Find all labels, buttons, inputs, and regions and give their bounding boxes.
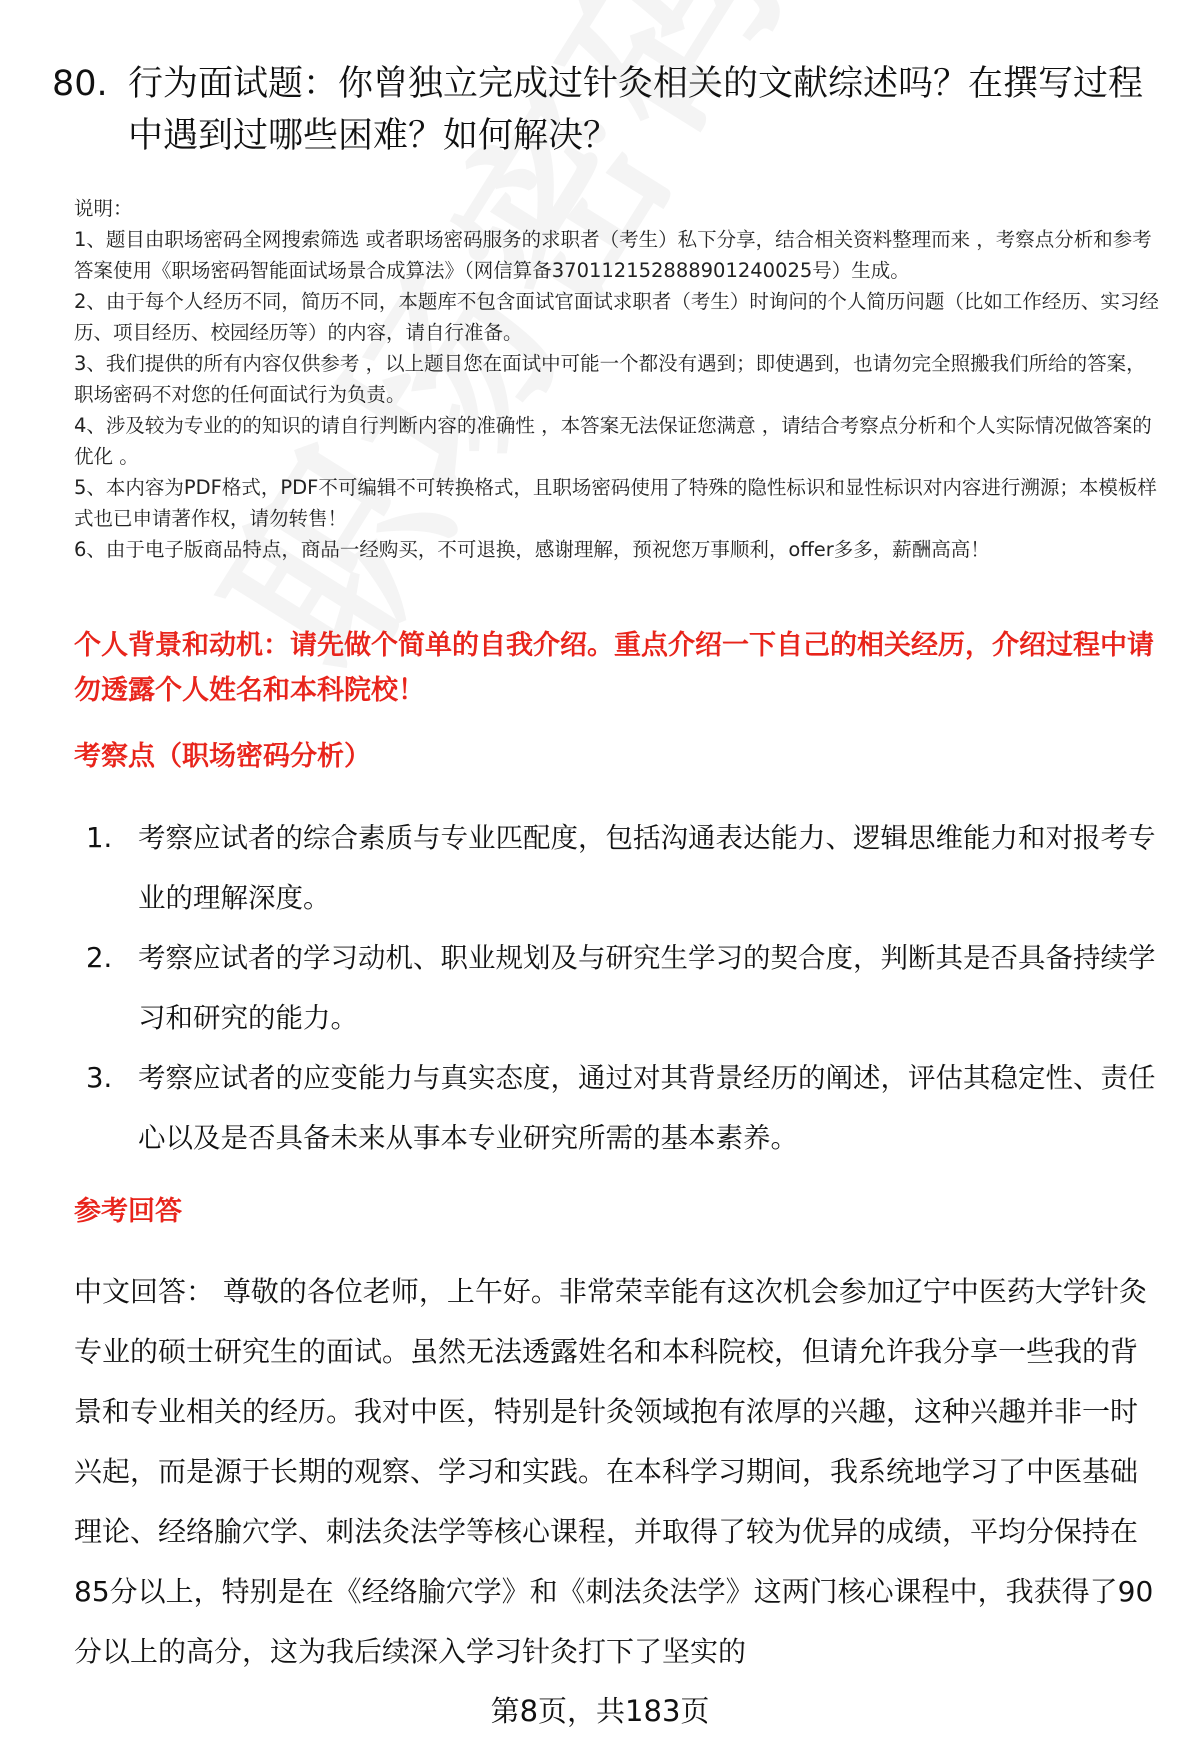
- note-item: 5、本内容为PDF格式，PDF不可编辑不可转换格式，且职场密码使用了特殊的隐性标识和显性标识对内容进行溯源；本模板样式也已申请著作权，请勿转售！: [74, 476, 1157, 530]
- assessment-point: [74, 1048, 1160, 1168]
- point-text: 考察应试者的应变能力与真实态度，通过对其背景经历的阐述，评估其稳定性、责任心以及是否具备未来从事本专业研究所需的基本素养。: [138, 1062, 1156, 1154]
- reference-answer-heading: 参考回答: [74, 1196, 182, 1227]
- answer-body: [74, 1262, 1160, 1682]
- point-number: 1.: [86, 822, 113, 854]
- assessment-point: [74, 808, 1160, 928]
- note-item: 2、由于每个人经历不同，简历不同，本题库不包含面试官面试求职者（考生）时询问的个人简历问题（比如工作经历、实习经历、项目经历、校园经历等）的内容，请自行准备。: [74, 290, 1159, 344]
- point-text: 考察应试者的学习动机、职业规划及与研究生学习的契合度，判断其是否具备持续学习和研究的能力。: [138, 942, 1156, 1034]
- point-number: 3.: [86, 1062, 113, 1094]
- question-text: 行为面试题：你曾独立完成过针灸相关的文献综述吗？在撰写过程中遇到过哪些困难？如何解决？: [128, 64, 1144, 156]
- page-footer: 第8页，共183页: [490, 1694, 710, 1728]
- question-title: [52, 58, 1162, 162]
- point-text: 考察应试者的综合素质与专业匹配度，包括沟通表达能力、逻辑思维能力和对报考专业的理解深度。: [138, 822, 1156, 914]
- answer-text: 中文回答： 尊敬的各位老师，上午好。非常荣幸能有这次机会参加辽宁中医药大学针灸专业的硕士研究生的面试。虽然无法透露姓名和本科院校，但请允许我分享一些我的背景和专业相关的经历。我对中医，特别是针灸领域抱有浓厚的兴趣，这种兴趣并非一时兴起，而是源于长期的观察、学习和实践。在本科学习期间，我系统地学习了中医基础理论、经络腧穴学、刺法灸法学等核心课程，并取得了较为优异的成绩，平均分保持在85分以上，特别是在《经络腧穴学》和《刺法灸法学》这两门核心课程中，我获得了90分以上的高分，这为我后续深入学习针灸打下了坚实的: [74, 1275, 1154, 1668]
- question-number: 80.: [52, 64, 108, 104]
- note-item: 4、涉及较为专业的的知识的请自行判断内容的准确性 ，本答案无法保证您满意 ，请结合考察点分析和个人实际情况做答案的优化 。: [74, 414, 1152, 468]
- intro-heading: 个人背景和动机：请先做个简单的自我介绍。重点介绍一下自己的相关经历，介绍过程中请勿透露个人姓名和本科院校！: [74, 630, 1154, 706]
- assessment-point: [74, 928, 1160, 1048]
- assessment-heading: 考察点（职场密码分析）: [74, 741, 371, 772]
- note-item: 6、由于电子版商品特点，商品一经购买，不可退换，感谢理解，预祝您万事顺利，offer多多，薪酬高高！: [74, 538, 990, 561]
- note-item: 3、我们提供的所有内容仅供参考 ，以上题目您在面试中可能一个都没有遇到；即使遇到，也请勿完全照搬我们所给的答案，职场密码不对您的任何面试行为负责。: [74, 352, 1146, 406]
- notes-section: [74, 193, 1160, 565]
- point-number: 2.: [86, 942, 113, 974]
- notes-title: 说明：: [74, 197, 133, 220]
- assessment-points: [74, 808, 1160, 1168]
- note-item: 1、题目由职场密码全网搜索筛选 或者职场密码服务的求职者（考生）私下分享，结合相关资料整理而来 ，考察点分析和参考答案使用《职场密码智能面试场景合成算法》（网信算备370112152888901240025号）生成。: [74, 228, 1152, 282]
